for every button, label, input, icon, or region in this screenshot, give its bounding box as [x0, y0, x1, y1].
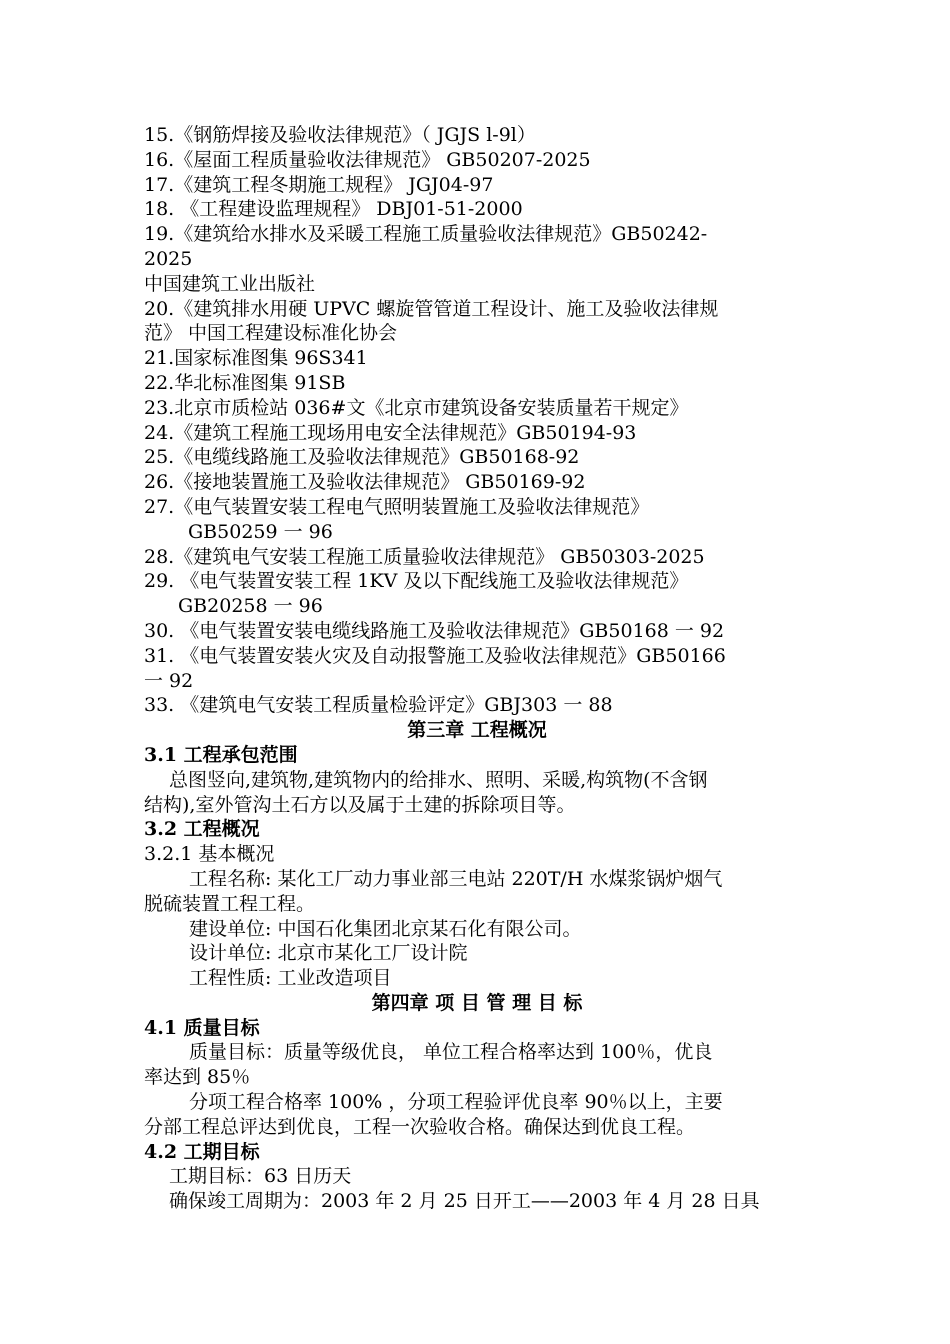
chapter-4-title: 第四章 项 目 管 理 目 标	[371, 991, 583, 1014]
ref-30: 30. 《电气装置安装电缆线路施工及验收法律规范》GB50168 一 92	[144, 619, 725, 642]
ref-16: 16.《屋面工程质量验收法律规范》 GB50207-2025	[144, 148, 591, 171]
section-4-1-title: 4.1 质量目标	[144, 1016, 260, 1039]
ref-17: 17.《建筑工程冬期施工规程》 JGJ04-97	[144, 173, 494, 196]
ref-29-cont: GB20258 一 96	[178, 595, 323, 618]
completion-period: 确保竣工周期为：2003 年 2 月 25 日开工——2003 年 4 月 28 日具	[169, 1190, 760, 1213]
ref-33: 33. 《建筑电气安装工程质量检验评定》GBJ303 一 88	[144, 694, 613, 717]
quality-goal-line1: 质量目标：质量等级优良， 单位工程合格率达到 100％，优良	[189, 1041, 713, 1064]
ref-29: 29. 《电气装置安装工程 1KV 及以下配线施工及验收法律规范》	[144, 570, 689, 593]
schedule-goal: 工期目标：63 日历天	[169, 1165, 352, 1188]
ref-28: 28.《建筑电气安装工程施工质量验收法律规范》 GB50303-2025	[144, 545, 705, 568]
project-name-line1: 工程名称: 某化工厂动力事业部三电站 220T/H 水煤浆锅炉烟气	[189, 867, 723, 890]
builder-unit: 建设单位: 中国石化集团北京某石化有限公司。	[189, 917, 582, 940]
design-unit: 设计单位: 北京市某化工厂设计院	[189, 942, 468, 965]
ref-26: 26.《接地装置施工及验收法律规范》 GB50169-92	[144, 471, 586, 494]
ref-20-cont: 范》 中国工程建设标准化协会	[144, 322, 398, 345]
quality-goal-line2: 率达到 85％	[144, 1066, 251, 1089]
ref-25: 25.《电缆线路施工及验收法律规范》GB50168-92	[144, 446, 580, 469]
ref-23: 23.北京市质检站 036#文《北京市建筑设备安装质量若干规定》	[144, 396, 689, 419]
ref-19-publisher: 中国建筑工业出版社	[144, 272, 316, 295]
ref-19-cont: 2025	[144, 247, 193, 270]
subitem-quality-line1: 分项工程合格率 100% ，分项工程验评优良率 90％以上，主要	[189, 1091, 723, 1114]
ref-20: 20.《建筑排水用硬 UPVC 螺旋管管道工程设计、施工及验收法律规	[144, 297, 719, 320]
section-3-1-title: 3.1 工程承包范围	[144, 743, 298, 766]
section-3-2-1-title: 3.2.1 基本概况	[144, 843, 275, 866]
ref-24: 24.《建筑工程施工现场用电安全法律规范》GB50194-93	[144, 421, 637, 444]
ref-31: 31. 《电气装置安装火灾及自动报警施工及验收法律规范》GB50166	[144, 644, 726, 667]
ref-31-cont: 一 92	[144, 669, 194, 692]
ref-22: 22.华北标准图集 91SB	[144, 371, 346, 394]
project-name-line2: 脱硫装置工程工程。	[144, 892, 316, 915]
section-3-2-title: 3.2 工程概况	[144, 818, 260, 841]
ref-15: 15.《钢筋焊接及验收法律规范》（ JGJS l-9l）	[144, 124, 536, 146]
ref-18: 18. 《工程建设监理规程》 DBJ01-51-2000	[144, 198, 523, 221]
section-3-1-paragraph-line1: 总图竖向,建筑物,建筑物内的给排水、照明、采暖,构筑物(不含钢	[169, 768, 708, 791]
ref-19: 19.《建筑给水排水及采暖工程施工质量验收法律规范》GB50242-	[144, 223, 708, 246]
ref-21: 21.国家标准图集 96S341	[144, 347, 368, 370]
document-body	[144, 123, 810, 1214]
project-nature: 工程性质: 工业改造项目	[189, 967, 392, 990]
chapter-3-title: 第三章 工程概况	[407, 719, 547, 742]
ref-27: 27.《电气装置安装工程电气照明装置施工及验收法律规范》	[144, 495, 650, 518]
section-4-2-title: 4.2 工期目标	[144, 1140, 260, 1163]
ref-27-cont: GB50259 一 96	[188, 520, 333, 543]
subitem-quality-line2: 分部工程总评达到优良，工程一次验收合格。确保达到优良工程。	[144, 1115, 696, 1138]
section-3-1-paragraph-line2: 结构),室外管沟土石方以及属于土建的拆除项目等。	[144, 793, 576, 816]
